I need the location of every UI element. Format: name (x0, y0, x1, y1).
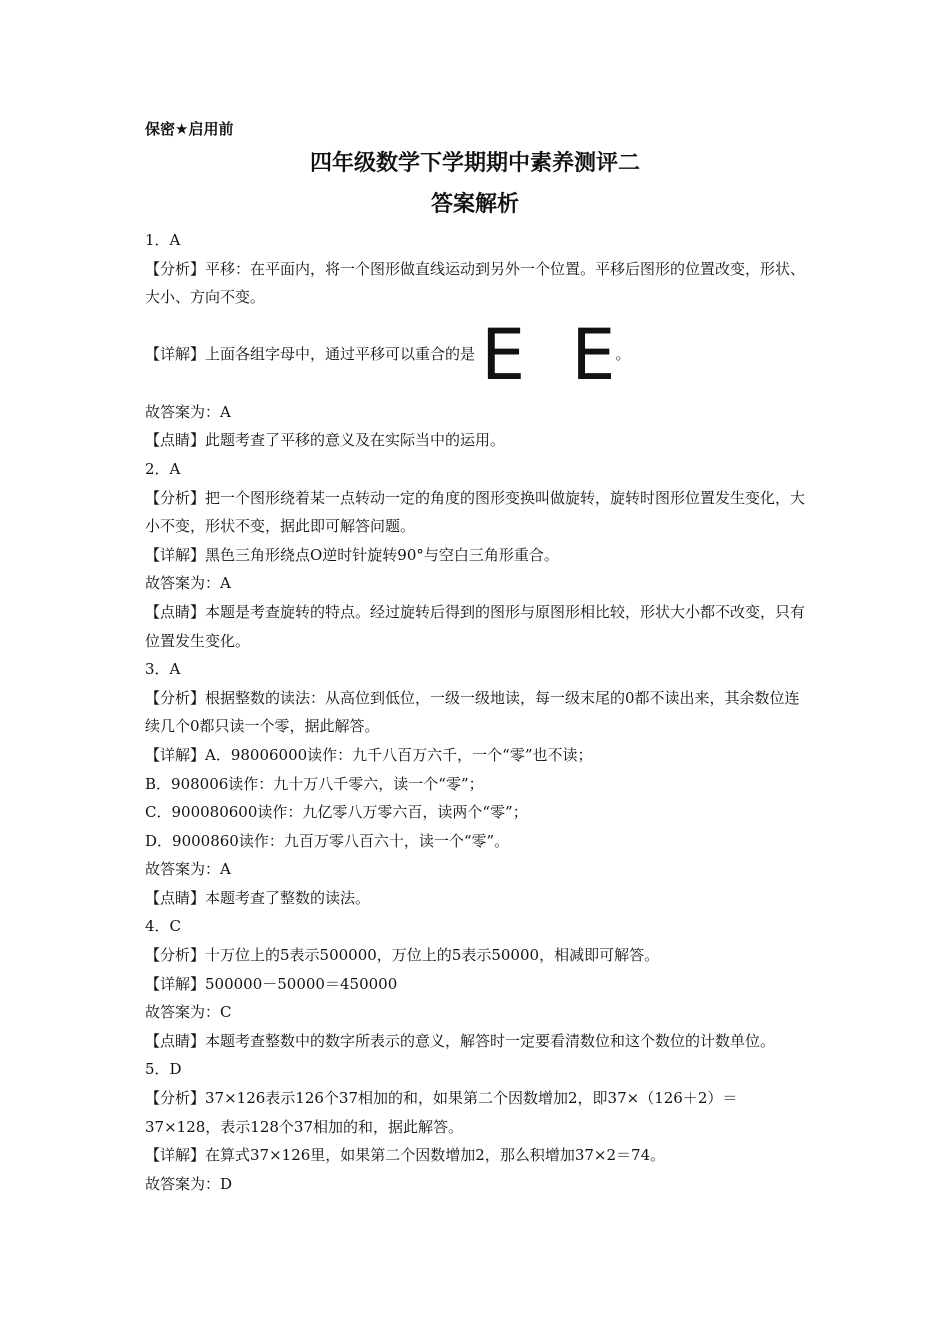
q3-detail-a: 【详解】A．98006000读作：九千八百万六千，一个“零”也不读； (145, 745, 593, 764)
q1-detail (145, 312, 805, 398)
q4-detail: 【详解】500000－50000＝450000 (145, 974, 398, 993)
q1-result: 故答案为：A (145, 402, 231, 421)
q4-analysis: 【分析】十万位上的5表示500000，万位上的5表示50000，相减即可解答。 (145, 946, 660, 965)
q5-detail: 【详解】在算式37×126里，如果第二个因数增加2，那么积增加37×2＝74。 (145, 1146, 666, 1165)
q1-answer: 1．A (145, 231, 181, 249)
q3-analysis: 【分析】根据整数的读法：从高位到低位，一级一级地读，每一级末尾的0都不读出来，其余数位连续几个0都只读一个零，据此解答。 (145, 688, 800, 736)
q4-comment: 【点睛】本题考查整数中的数字所表示的意义，解答时一定要看清数位和这个数位的计数单位。 (145, 1031, 776, 1050)
q1-detail-prefix: 【详解】上面各组字母中，通过平移可以重合的是 (145, 345, 476, 364)
q3-detail-d: D．9000860读作：九百万零八百六十，读一个“零”。 (145, 831, 510, 850)
q4-answer: 4．C (145, 917, 182, 936)
letter-e-2: E (571, 313, 616, 396)
page-subtitle: 答案解析 (430, 192, 519, 217)
q1-analysis: 【分析】平移：在平面内，将一个图形做直线运动到另外一个位置。平移后图形的位置改变，形状、大小、方向不变。 (145, 259, 806, 307)
q3-comment: 【点睛】本题考查了整数的读法。 (145, 888, 371, 907)
answer-content (145, 226, 805, 1198)
confidential-label: 保密★启用前 (145, 120, 234, 138)
q3-detail-c: C．900080600读作：九亿零八万零六百，读两个“零”； (145, 803, 528, 822)
q3-answer: 3．A (145, 660, 181, 679)
q4-result: 故答案为：C (145, 1003, 232, 1022)
q2-comment: 【点睛】本题是考查旋转的特点。经过旋转后得到的图形与原图形相比较，形状大小都不改变，只有位置发生变化。 (145, 602, 806, 650)
page-title: 四年级数学下学期期中素养测评二 (309, 151, 640, 176)
q5-result: 故答案为：D (145, 1174, 233, 1193)
q3-detail-b: B．908006读作：九十万八千零六，读一个“零”； (145, 774, 484, 793)
q2-analysis: 【分析】把一个图形绕着某一点转动一定的角度的图形变换叫做旋转，旋转时图形位置发生变化，大小不变，形状不变，据此即可解答问题。 (145, 488, 806, 536)
q1-detail-suffix: 。 (615, 345, 631, 364)
letter-e-1: E (481, 313, 526, 396)
q1-comment: 【点睛】此题考查了平移的意义及在实际当中的运用。 (145, 431, 506, 450)
q2-detail: 【详解】黑色三角形绕点O逆时针旋转90°与空白三角形重合。 (145, 545, 559, 564)
q5-analysis: 【分析】37×126表示126个37相加的和，如果第二个因数增加2，即37×（126＋2）＝37×128，表示128个37相加的和，据此解答。 (145, 1089, 738, 1136)
q3-result: 故答案为：A (145, 860, 231, 879)
q2-answer: 2．A (145, 459, 181, 478)
q5-answer: 5．D (145, 1060, 182, 1079)
q2-result: 故答案为：A (145, 574, 231, 593)
